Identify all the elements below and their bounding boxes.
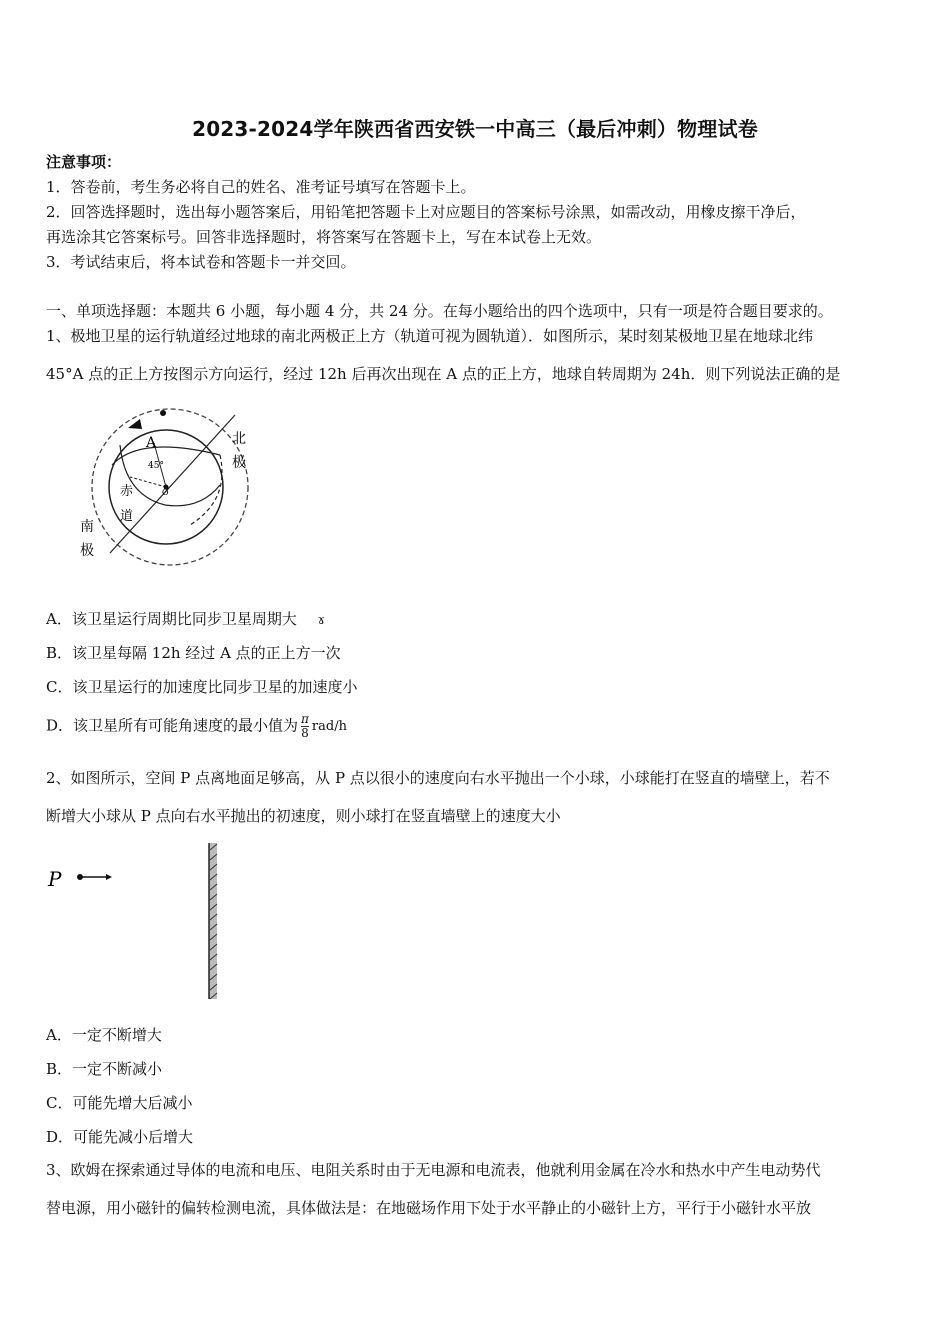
notice-item: 3．考试结束后，将本试卷和答题卡一并交回。 <box>46 253 356 271</box>
label-a: A <box>146 435 157 451</box>
label-north: 极 <box>232 455 246 471</box>
label-north: 北 <box>232 431 246 447</box>
label-equator: 赤 <box>120 484 134 499</box>
radius-line <box>130 477 166 487</box>
label-equator: 道 <box>120 509 134 524</box>
q1-option-a <box>46 608 325 629</box>
notice-heading: 注意事项： <box>46 153 122 171</box>
fraction <box>301 713 309 740</box>
label-angle: 45° <box>148 461 164 471</box>
q3-stem-line: 3、欧姆在探索通过导体的电流和电压、电阻关系时由于无电源和电流表，他就利用金属在冷水和热水中产生电动势代 <box>46 1161 821 1179</box>
cursor-mark-icon: ɤ <box>317 613 325 628</box>
notice-item: 2．回答选择题时，选出每小题答案后，用铅笔把答题卡上对应题目的答案标号涂黑，如需改动，用橡皮擦干净后， <box>46 203 806 221</box>
q1-option-c: C．该卫星运行的加速度比同步卫星的加速度小 <box>46 678 358 696</box>
notice-item: 1．答卷前，考生务必将自己的姓名、准考证号填写在答题卡上。 <box>46 178 476 196</box>
projectile-wall-figure <box>44 840 234 1005</box>
q1-option-d <box>46 713 347 740</box>
q1-stem-line: 45°A 点的正上方按图示方向运行，经过 12h 后再次出现在 A 点的正上方，地球自转周期为 24h．则下列说法正确的是 <box>46 365 841 383</box>
label-o: O <box>162 488 169 497</box>
q2-option-c: C．可能先增大后减小 <box>46 1094 193 1112</box>
label-south: 极 <box>80 543 94 559</box>
label-south: 南 <box>80 519 94 535</box>
page-title: 2023-2024学年陕西省西安铁一中高三（最后冲刺）物理试卷 <box>192 117 758 141</box>
unit: rad/h <box>311 719 347 734</box>
q1-option-b: B．该卫星每隔 12h 经过 A 点的正上方一次 <box>46 644 341 662</box>
fraction-denominator: 8 <box>301 726 309 740</box>
q2-option-b: B．一定不断减小 <box>46 1060 163 1078</box>
option-text: A．该卫星运行周期比同步卫星周期大 <box>46 610 297 628</box>
notice-item: 再选涂其它答案标号。回答非选择题时，将答案写在答题卡上，写在本试卷上无效。 <box>46 228 602 246</box>
q2-stem-line: 断增大小球从 P 点向右水平抛出的初速度，则小球打在竖直墙壁上的速度大小 <box>46 807 561 825</box>
q2-option-a: A．一定不断增大 <box>46 1026 162 1044</box>
polar-satellite-figure <box>70 405 260 575</box>
satellite-dot <box>160 410 166 416</box>
arrow-head-icon <box>106 874 112 880</box>
label-p: P <box>48 867 62 891</box>
q1-stem-line: 1、极地卫星的运行轨道经过地球的南北两极正上方（轨道可视为圆轨道）．如图所示，某时刻某极地卫星在地球北纬 <box>46 327 814 345</box>
option-text: D．该卫星所有可能角速度的最小值为 <box>46 716 299 735</box>
latitude-arc <box>120 445 220 506</box>
fraction-numerator: π <box>301 712 309 726</box>
equator-back-arc <box>190 455 222 525</box>
q2-stem-line: 2、如图所示，空间 P 点离地面足够高，从 P 点以很小的速度向右水平抛出一个小球，小球能打在竖直的墙壁上，若不 <box>46 769 830 787</box>
q2-option-d: D．可能先减小后增大 <box>46 1128 194 1146</box>
q3-stem-line: 替电源，用小磁针的偏转检测电流，具体做法是：在地磁场作用下处于水平静止的小磁针上方，平行于小磁针水平放 <box>46 1199 812 1217</box>
section-heading: 一、单项选择题：本题共 6 小题，每小题 4 分，共 24 分。在每小题给出的四个选项中，只有一项是符合题目要求的。 <box>46 302 833 320</box>
